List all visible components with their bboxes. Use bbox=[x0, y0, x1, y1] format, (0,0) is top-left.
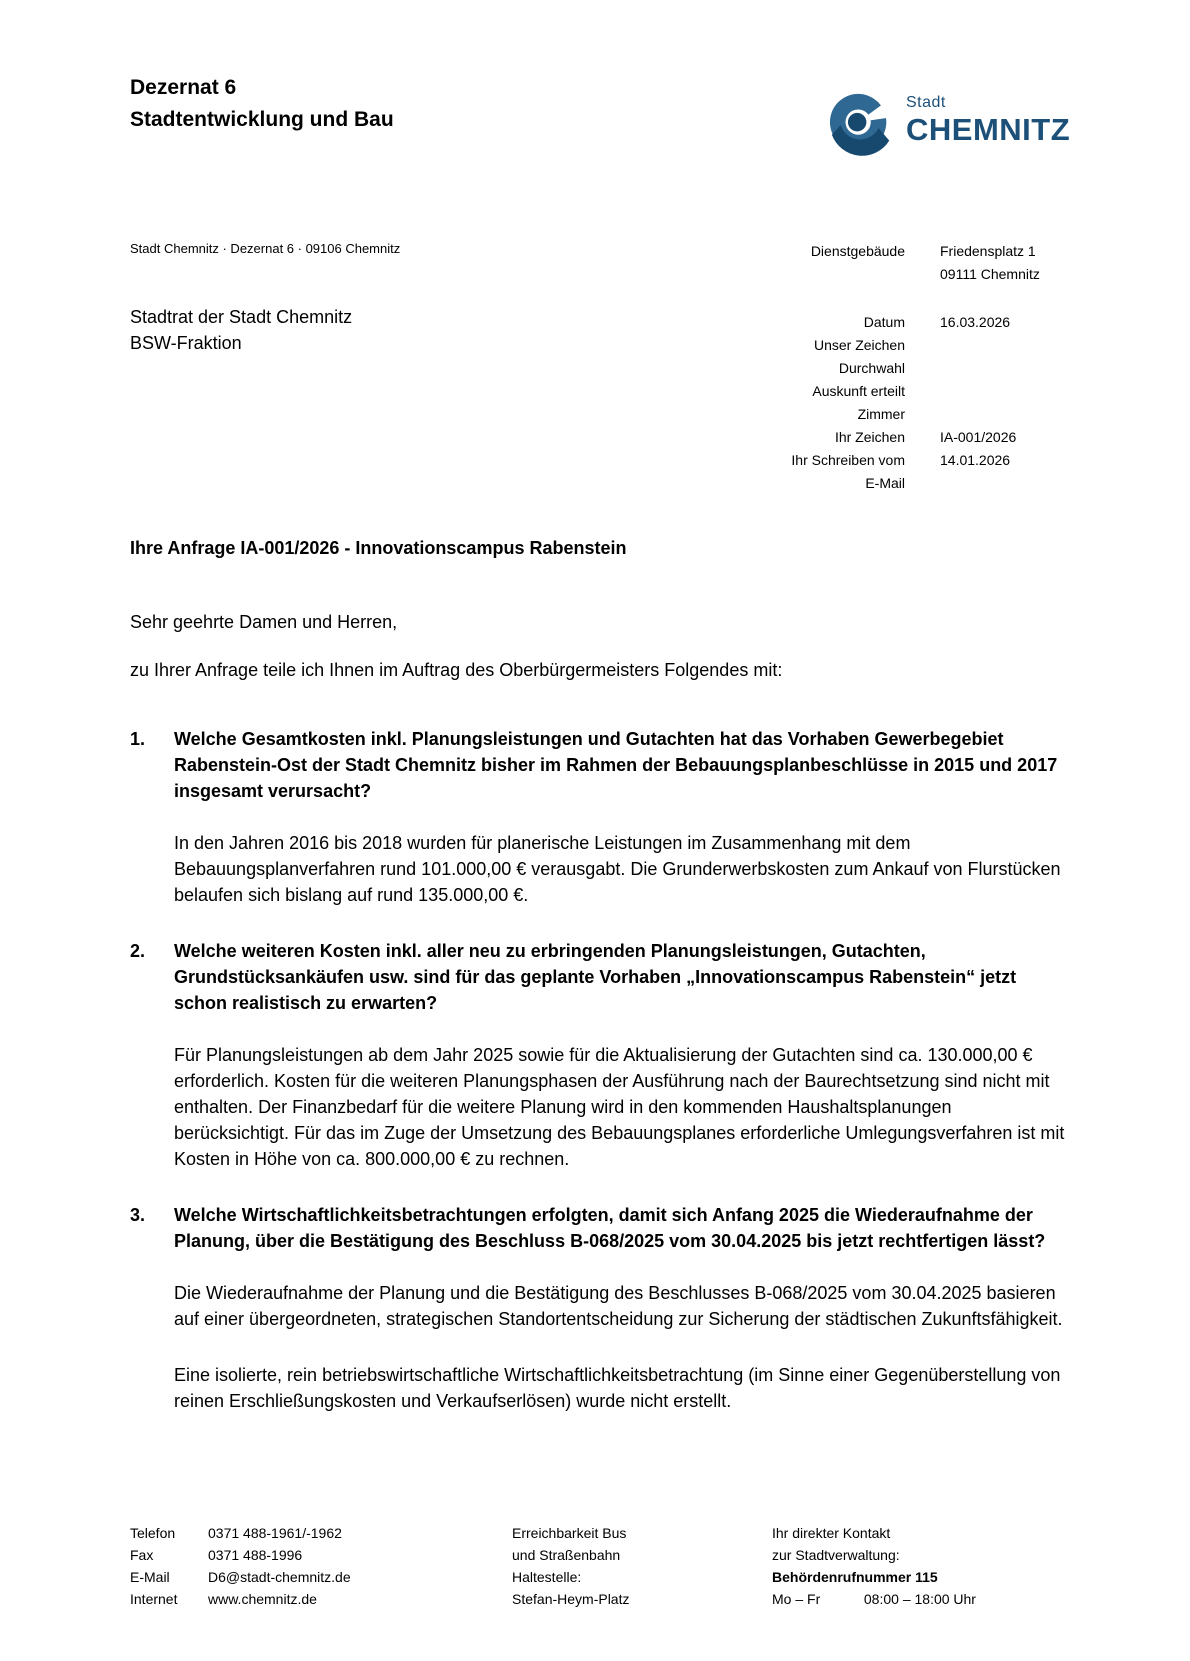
footer-email-value: D6@stadt-chemnitz.de bbox=[208, 1569, 351, 1585]
info-value: IA-001/2026 bbox=[940, 429, 1017, 445]
footer-row-internet bbox=[130, 1588, 351, 1610]
info-row-auskunft bbox=[640, 380, 1063, 403]
info-label: Datum bbox=[863, 314, 905, 330]
info-row-unser-zeichen bbox=[640, 334, 1063, 357]
qa-item-2 bbox=[130, 938, 1065, 1172]
question-number: 1. bbox=[130, 729, 146, 749]
footer-direct-line1: Ihr direkter Kontakt bbox=[772, 1525, 891, 1541]
question-text: Welche weiteren Kosten inkl. aller neu zu erbringenden Planungsleistungen, Gutachten, Grundstücksankäufen usw. sind für das geplante Vorhaben „Innovationscampus Rabenstein“ jetzt schon realistisch zu erwarten? bbox=[174, 941, 1017, 1013]
info-label: Ihr Zeichen bbox=[834, 429, 905, 445]
info-row-datum bbox=[640, 311, 1063, 334]
info-row-zimmer bbox=[640, 403, 1063, 426]
question-text: Welche Gesamtkosten inkl. Planungsleistungen und Gutachten hat das Vorhaben Gewerbegebiet Rabenstein-Ost der Stadt Chemnitz bisher im Rahmen der Bebauungsplanbeschlüsse in 2015 und 2017 insgesamt verursacht? bbox=[174, 729, 1058, 801]
footer-hours-time: 08:00 – 18:00 Uhr bbox=[863, 1591, 976, 1607]
question-2 bbox=[130, 938, 1065, 1016]
qa-item-1 bbox=[130, 726, 1065, 908]
info-row-email bbox=[640, 472, 1063, 495]
chemnitz-logo-text bbox=[906, 90, 1070, 148]
footer-direct-contact-column bbox=[772, 1522, 976, 1610]
info-label: Ihr Schreiben vom bbox=[791, 452, 905, 468]
info-label: Durchwahl bbox=[838, 360, 905, 376]
intro-paragraph: zu Ihrer Anfrage teile ich Ihnen im Auftrag des Oberbürgermeisters Folgendes mit: bbox=[130, 660, 783, 680]
info-label: E-Mail bbox=[865, 475, 905, 491]
footer-label: E-Mail bbox=[130, 1569, 170, 1585]
info-row-dienstgebaeude-2 bbox=[640, 263, 1063, 286]
subject-line: Ihre Anfrage IA-001/2026 - Innovationscampus Rabenstein bbox=[130, 538, 627, 558]
info-label: Zimmer bbox=[857, 406, 905, 422]
footer-value: 0371 488-1996 bbox=[208, 1547, 303, 1563]
footer-label: Telefon bbox=[130, 1525, 176, 1541]
logo-chemnitz-label: CHEMNITZ bbox=[906, 112, 1071, 147]
question-1 bbox=[130, 726, 1065, 804]
footer-value: 0371 488-1961/-1962 bbox=[208, 1525, 342, 1541]
info-value: Friedensplatz 1 bbox=[940, 243, 1036, 259]
logo-stadt-label: Stadt bbox=[906, 94, 946, 111]
department-header bbox=[130, 72, 394, 136]
answer-2-paragraph-1: Für Planungsleistungen ab dem Jahr 2025 sowie für die Aktualisierung der Gutachten sind ca. 130.000,00 € erforderlich. Kosten für die weiteren Planungsphasen der Ausführung nach der Baurechtsetzung sind nicht mit enthalten. Der Finanzbedarf für die weitere Planung wird in den kommenden Haushaltsplanungen berücksichtigt. Für das im Zuge der Umsetzung des Bebauungsplanes erforderliche Umlegungsverfahren ist mit Kosten in Höhe von ca. 800.000,00 € zu rechnen. bbox=[174, 1045, 1065, 1169]
footer-website-value: www.chemnitz.de bbox=[208, 1591, 317, 1607]
footer-row-email bbox=[130, 1566, 351, 1588]
qa-item-3 bbox=[130, 1202, 1065, 1414]
sender-line: Stadt Chemnitz · Dezernat 6 · 09106 Chemnitz bbox=[130, 241, 401, 256]
info-label: Auskunft erteilt bbox=[812, 383, 905, 399]
info-row-durchwahl bbox=[640, 357, 1063, 380]
answer-3-paragraph-1: Die Wiederaufnahme der Planung und die Bestätigung des Beschlusses B-068/2025 vom 30.04.2025 basieren auf einer übergeordneten, strategischen Standortentscheidung zur Sicherung der städtischen Zukunftsfähigkeit. bbox=[174, 1283, 1063, 1329]
footer-transport-line2: und Straßenbahn bbox=[512, 1547, 621, 1563]
question-number: 3. bbox=[130, 1205, 146, 1225]
footer-row-fax bbox=[130, 1544, 351, 1566]
info-value: 14.01.2026 bbox=[940, 452, 1011, 468]
department-line1: Dezernat 6 bbox=[130, 76, 237, 99]
footer-hours-days: Mo – Fr bbox=[772, 1591, 821, 1607]
answer-3-paragraph-2: Eine isolierte, rein betriebswirtschaftliche Wirtschaftlichkeitsbetrachtung (im Sinne einer Gegenüberstellung von reinen Erschließungskosten und Verkaufserlösen) wurde nicht erstellt. bbox=[174, 1365, 1061, 1411]
qa-section bbox=[130, 726, 1065, 1444]
salutation: Sehr geehrte Damen und Herren, bbox=[130, 612, 398, 632]
info-value: 16.03.2026 bbox=[940, 314, 1011, 330]
question-3 bbox=[130, 1202, 1065, 1254]
info-row-dienstgebaeude bbox=[640, 240, 1063, 263]
recipient-line1: Stadtrat der Stadt Chemnitz bbox=[130, 307, 353, 327]
footer-transport-line3: Haltestelle: bbox=[512, 1569, 582, 1585]
recipient-line2: BSW-Fraktion bbox=[130, 333, 242, 353]
chemnitz-logo-icon bbox=[828, 90, 898, 162]
footer-contact-column bbox=[130, 1522, 351, 1610]
question-number: 2. bbox=[130, 941, 146, 961]
letter-info-block bbox=[640, 240, 1063, 495]
department-line2: Stadtentwicklung und Bau bbox=[130, 108, 394, 131]
answer-1-paragraph-1: In den Jahren 2016 bis 2018 wurden für planerische Leistungen im Zusammenhang mit dem Bebauungsplanverfahren rund 101.000,00 € verausgabt. Die Grunderwerbskosten zum Ankauf von Flurstücken belaufen sich bislang auf rund 135.000,00 €. bbox=[174, 833, 1061, 905]
footer-hours-row bbox=[772, 1588, 976, 1610]
info-label: Dienstgebäude bbox=[810, 243, 905, 259]
question-text: Welche Wirtschaftlichkeitsbetrachtungen erfolgten, damit sich Anfang 2025 die Wiederaufnahme der Planung, über die Bestätigung des Beschluss B-068/2025 vom 30.04.2025 bis jetzt rechtfertigen lässt? bbox=[174, 1205, 1046, 1251]
footer-label: Fax bbox=[130, 1547, 154, 1563]
chemnitz-logo bbox=[828, 90, 1070, 162]
info-value: 09111 Chemnitz bbox=[940, 266, 1040, 282]
footer-transport-line1: Erreichbarkeit Bus bbox=[512, 1525, 627, 1541]
footer-label: Internet bbox=[130, 1591, 178, 1607]
info-row-ihr-zeichen bbox=[640, 426, 1063, 449]
recipient-address bbox=[130, 304, 352, 356]
footer-hotline-number: Behördenrufnummer 115 bbox=[772, 1569, 938, 1585]
footer-direct-line2: zur Stadtverwaltung: bbox=[772, 1547, 900, 1563]
footer-row-telefon bbox=[130, 1522, 351, 1544]
footer-transport-line4: Stefan-Heym-Platz bbox=[512, 1591, 630, 1607]
footer-transport-column bbox=[512, 1522, 629, 1610]
info-label: Unser Zeichen bbox=[813, 337, 905, 353]
info-row-ihr-schreiben bbox=[640, 449, 1063, 472]
info-label bbox=[640, 263, 905, 286]
